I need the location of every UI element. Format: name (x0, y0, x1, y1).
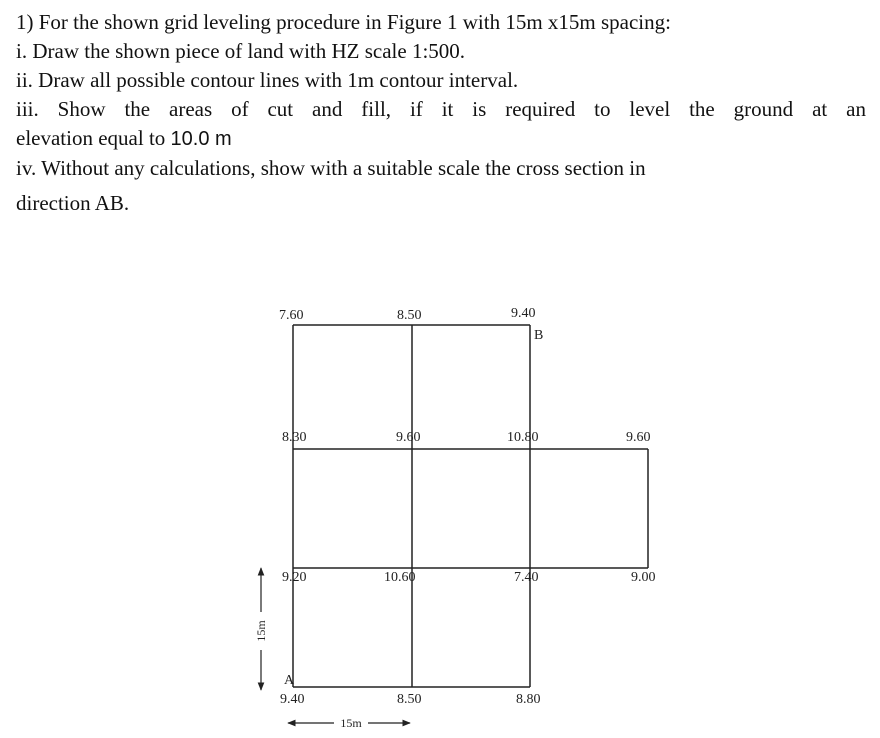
elev-r3c4: 9.00 (631, 570, 656, 585)
grid-lines (293, 325, 648, 687)
elev-r1c3: 9.40 (511, 306, 536, 321)
question-heading: 1) For the shown grid leveling procedure in Figure 1 with 15m x15m spacing: (16, 10, 671, 34)
elev-r2c4: 9.60 (626, 430, 651, 445)
level-elevation-value: 10.0 m (170, 128, 232, 150)
point-b-label: B (534, 328, 544, 343)
question-item-ii: ii. Draw all possible contour lines with 1m contour interval. (16, 68, 519, 92)
question-item-i: i. Draw the shown piece of land with HZ scale 1:500. (16, 39, 466, 63)
elev-r3c1: 9.20 (282, 570, 307, 585)
dim-vertical-label: 15m (254, 620, 268, 642)
elev-r1c1: 7.60 (279, 308, 304, 323)
vertical-dimension (254, 568, 268, 690)
question-item-iii: iii. Show the areas of cut and fill, if it is required to level the ground at an (16, 97, 866, 121)
horizontal-dimension (288, 716, 410, 730)
elev-r4c2: 8.50 (397, 692, 422, 707)
elev-r3c3: 7.40 (514, 570, 539, 585)
elev-r1c2: 8.50 (397, 308, 422, 323)
elev-r4c3: 8.80 (516, 692, 541, 707)
elev-r2c1: 8.30 (282, 430, 307, 445)
elev-r2c3: 10.80 (507, 430, 539, 445)
question-item-iv-cont: direction AB. (16, 191, 130, 215)
elev-r2c2: 9.60 (396, 430, 421, 445)
question-item-iii-text: elevation equal to (16, 126, 166, 150)
point-a-label: A (284, 673, 295, 688)
elev-r3c2: 10.60 (384, 570, 416, 585)
question-item-iv: iv. Without any calculations, show with a suitable scale the cross section in (16, 156, 646, 180)
elev-r4c1: 9.40 (280, 692, 305, 707)
dim-horizontal-label: 15m (340, 716, 362, 730)
